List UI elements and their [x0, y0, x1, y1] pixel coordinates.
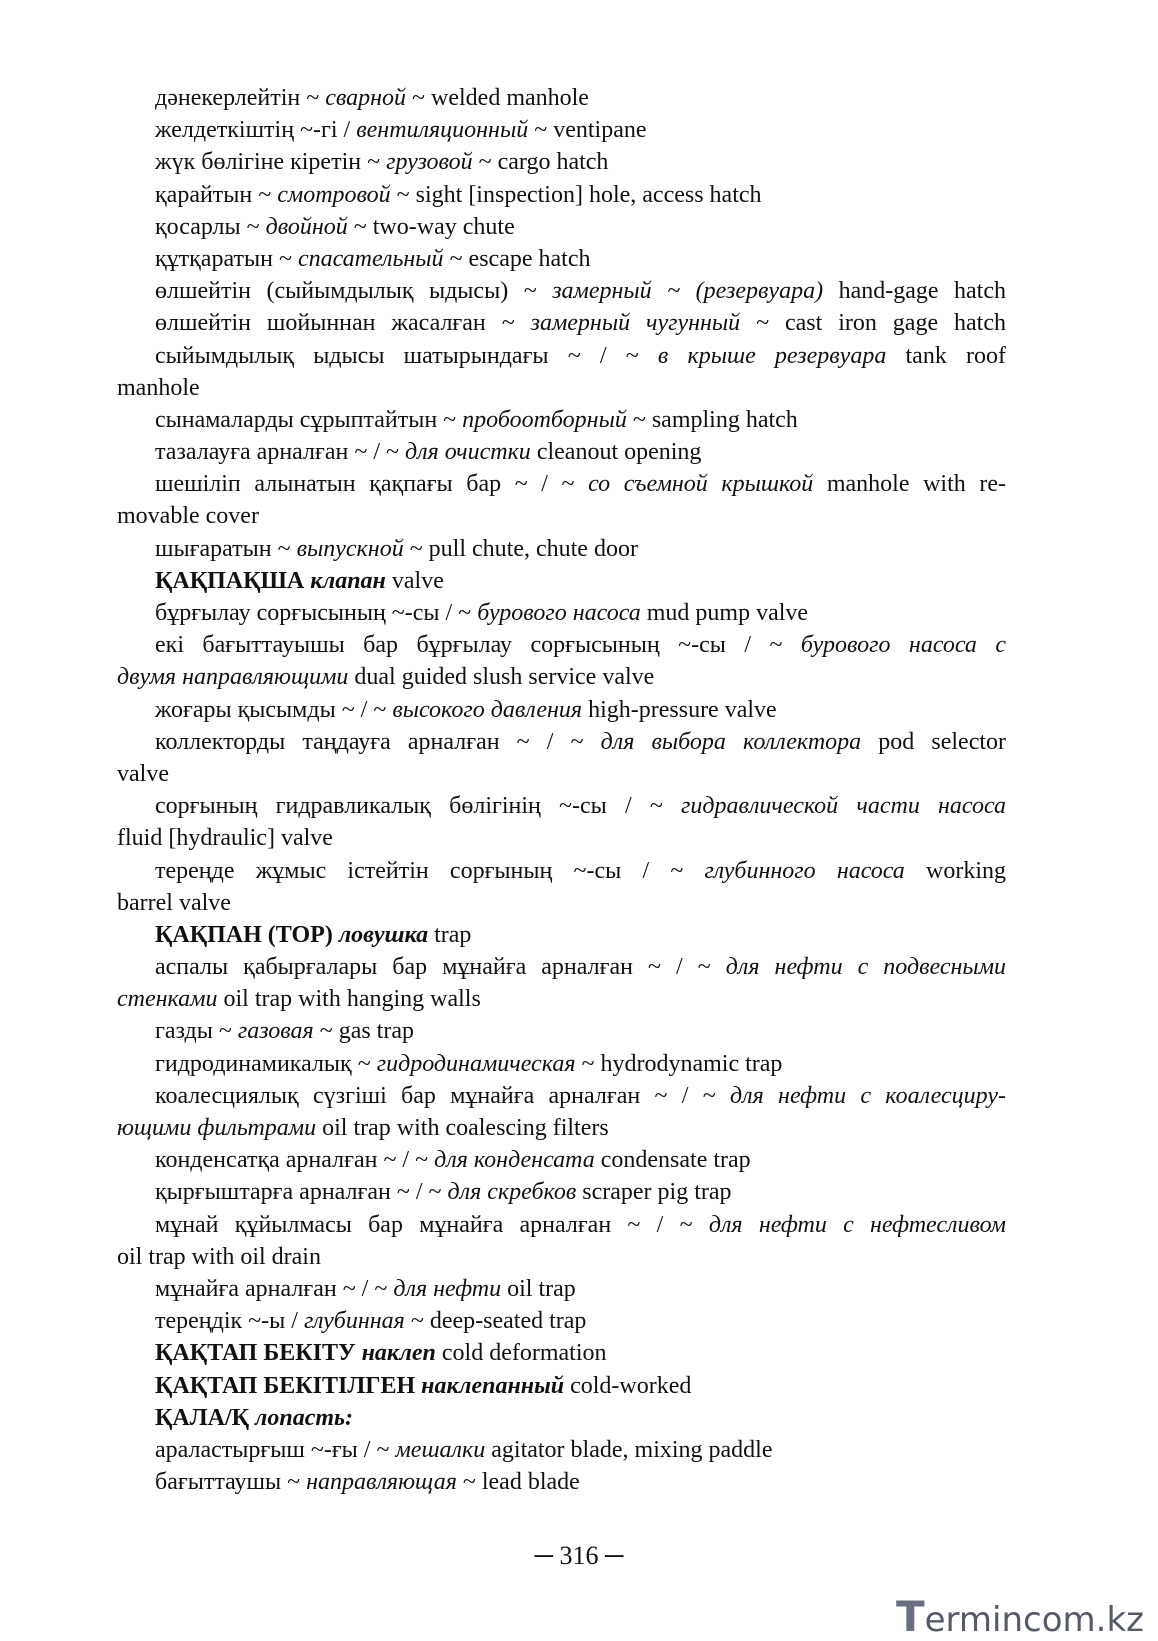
headword-russian: клапан: [310, 567, 386, 594]
russian-term: выпускной: [296, 535, 404, 562]
headword-russian: наклеп: [361, 1340, 436, 1367]
russian-term: мешалки: [395, 1436, 486, 1463]
entry-text: valve: [385, 567, 444, 594]
entry-line: [117, 404, 1006, 436]
entry-line: [117, 855, 1006, 887]
entry-line: [117, 533, 1006, 565]
entry-text: қырғыштарға арналған ~ / ~: [155, 1179, 448, 1206]
entry-line: [117, 275, 1006, 307]
entry-line: [117, 919, 1006, 951]
russian-term: сварной: [325, 85, 407, 111]
entry-text: ~ ventipane: [528, 117, 647, 144]
entry-text: екі бағыттауышы бар бұрғылау сорғысының ~-сы / ~: [155, 632, 801, 659]
entry-line: [117, 1015, 1006, 1047]
entry-line: [117, 661, 1006, 693]
entry-line: [117, 1176, 1006, 1208]
entry-text: high-pressure valve: [582, 696, 777, 723]
entry-line: [117, 82, 1006, 114]
entry-text: cold deformation: [435, 1340, 607, 1367]
entry-text: ~ hydrodynamic trap: [575, 1050, 783, 1077]
entry-text: ~ sampling hatch: [626, 406, 798, 433]
entry-text: аспалы қабырғалары бар мұнайға арналған ~ / ~: [155, 954, 726, 981]
russian-term: пробоотборный: [462, 406, 627, 433]
watermark-logo: [896, 1592, 1144, 1641]
entry-text: ~ deep-seated trap: [404, 1308, 587, 1335]
entry-text: hand-gage hatch: [823, 278, 1006, 305]
entry-text: ~ cargo hatch: [472, 149, 609, 176]
russian-term: для нефти с подвесными: [725, 954, 1007, 981]
entry-text: мұнайға арналған ~ / ~: [155, 1275, 394, 1302]
russian-term: направляющая: [306, 1469, 457, 1496]
russian-term: в крыше резервуара: [657, 342, 887, 369]
entry-text: working: [904, 857, 1006, 884]
entry-line: [117, 372, 1006, 404]
entry-text: дәнекерлейтін ~: [155, 85, 326, 111]
entry-line: [117, 146, 1006, 178]
entry-text: гидродинамикалық ~: [155, 1050, 377, 1077]
russian-term: для конденсата: [434, 1147, 595, 1174]
entry-line: [117, 340, 1006, 372]
russian-term: глубинная: [303, 1308, 405, 1335]
entry-line: [117, 179, 1006, 211]
entry-text: өлшейтін шойыннан жасалған ~: [155, 310, 531, 337]
entry-line: [117, 1370, 1006, 1402]
watermark-suffix: m.kz: [1062, 1600, 1144, 1640]
entry-text: ~ gas trap: [313, 1018, 414, 1045]
entry-text: mud pump valve: [640, 600, 809, 626]
entry-line: [117, 951, 1006, 983]
entry-text: құтқаратын ~: [155, 245, 298, 272]
entry-text: тазалауға арналған ~ / ~: [155, 439, 405, 466]
watermark-o: o: [1041, 1600, 1063, 1640]
entry-text: ~ lead blade: [456, 1469, 580, 1496]
entry-line: [117, 436, 1006, 468]
entry-text: ~ cast iron gage hatch: [740, 310, 1006, 337]
russian-term: гидродинамическая: [376, 1050, 576, 1077]
entry-text: араластырғыш ~-ғы / ~: [155, 1436, 396, 1463]
entry-line: [117, 500, 1006, 532]
headword: ҚАЛА/Қ: [155, 1404, 256, 1431]
entry-text: жоғары қысымды ~ / ~: [155, 696, 393, 723]
entry-text: шығаратын ~: [155, 535, 297, 562]
entry-text: valve: [117, 760, 169, 787]
entry-text: қарайтын ~: [155, 181, 278, 208]
entry-text: manhole with re-: [813, 471, 1006, 498]
russian-term: со съемной крышкой: [588, 471, 814, 498]
russian-term: двойной: [265, 213, 348, 240]
entry-line: [117, 468, 1006, 500]
entry-text: коалесциялық сүзгіші бар мұнайға арналған ~ / ~: [155, 1082, 730, 1109]
russian-term: гидравлической части насоса: [681, 793, 1006, 820]
russian-term: замерный ~ (резервуара): [552, 278, 824, 305]
russian-term: газовая: [237, 1018, 314, 1045]
russian-term: грузовой: [386, 149, 473, 176]
headword-russian: наклепанный: [421, 1372, 565, 1399]
entry-line: [117, 114, 1006, 146]
russian-term: стенками: [117, 986, 218, 1013]
entry-line: [117, 822, 1006, 854]
entry-line: [117, 1048, 1006, 1080]
entry-text: oil trap with coalescing filters: [316, 1115, 609, 1141]
entry-text: cold-worked: [564, 1372, 692, 1399]
entry-line: [117, 694, 1006, 726]
entry-text: қосарлы ~: [155, 213, 266, 240]
entry-text: мұнай құйылмасы бар мұнайға арналған ~ / ~: [155, 1211, 709, 1238]
entry-line: [117, 1112, 1006, 1144]
entry-line: [117, 1080, 1006, 1112]
dictionary-entries: [117, 82, 1006, 1498]
entry-line: [117, 211, 1006, 243]
entry-text: manhole: [117, 374, 200, 401]
entry-line: [117, 597, 1006, 629]
entry-text: ~ two-way chute: [347, 213, 515, 240]
headword-russian: ловушка: [338, 921, 429, 948]
headword: ҚАҚПАҚША: [155, 567, 311, 594]
entry-text: tank roof: [886, 342, 1006, 369]
entry-text: scraper pig trap: [576, 1179, 732, 1206]
russian-term: замерный чугунный: [530, 310, 741, 337]
entry-text: dual guided slush service valve: [348, 664, 655, 691]
entry-text: газды ~: [155, 1018, 238, 1045]
russian-term: смотровой: [277, 181, 391, 208]
entry-line: [117, 1241, 1006, 1273]
watermark-text: erminc: [924, 1600, 1042, 1640]
entry-text: желдеткіштің ~-гі /: [155, 117, 357, 144]
entry-text: коллекторды таңдауға арналған ~ / ~: [155, 728, 601, 755]
russian-term: ющими фильтрами: [117, 1115, 317, 1141]
entry-line: [117, 1209, 1006, 1241]
entry-text: pod selector: [861, 728, 1007, 755]
entry-line: [117, 1144, 1006, 1176]
entry-line: [117, 1434, 1006, 1466]
entry-line: [117, 565, 1006, 597]
entry-line: [117, 758, 1006, 790]
entry-text: movable cover: [117, 503, 259, 530]
entry-line: [117, 1305, 1006, 1337]
entry-text: ~ sight [inspection] hole, access hatch: [390, 181, 762, 208]
russian-term: бурового насоса с: [800, 632, 1006, 659]
entry-text: barrel valve: [117, 889, 231, 916]
entry-text: жүк бөлігіне кіретін ~: [155, 149, 387, 176]
headword: ҚАҚТАП БЕКІТІЛГЕН: [155, 1372, 422, 1399]
headword: ҚАҚПАН (ТОР): [155, 921, 339, 948]
entry-line: [117, 1337, 1006, 1369]
entry-text: condensate trap: [594, 1147, 751, 1174]
russian-term: глубинного насоса: [704, 857, 905, 884]
russian-term: высокого давления: [392, 696, 583, 723]
entry-text: бағыттаушы ~: [155, 1469, 307, 1496]
entry-line: [117, 983, 1006, 1015]
entry-text: ~ welded manhole: [406, 85, 589, 111]
entry-text: fluid [hydraulic] valve: [117, 825, 333, 852]
entry-text: agitator blade, mixing paddle: [485, 1436, 773, 1463]
entry-line: [117, 790, 1006, 822]
headword-russian: лопасть:: [255, 1404, 353, 1431]
russian-term: для очистки: [405, 439, 531, 466]
entry-line: [117, 1466, 1006, 1498]
entry-text: trap: [428, 921, 472, 948]
entry-line: [117, 629, 1006, 661]
russian-term: двумя направляющими: [117, 664, 349, 691]
entry-text: сорғының гидравликалық бөлігінің ~-сы / ~: [155, 793, 682, 820]
headword: ҚАҚТАП БЕКІТУ: [155, 1340, 362, 1367]
russian-term: для выбора коллектора: [600, 728, 862, 755]
russian-term: вентиляционный: [356, 117, 529, 144]
russian-term: для нефти: [393, 1275, 502, 1302]
russian-term: для скребков: [447, 1179, 577, 1206]
entry-line: [117, 243, 1006, 275]
page-number: ─ 316 ─: [534, 1541, 624, 1570]
russian-term: для нефти с коалесциру-: [730, 1082, 1006, 1109]
russian-term: спасательный: [297, 245, 444, 272]
entry-line: [117, 1402, 1006, 1434]
entry-text: ~ escape hatch: [443, 245, 591, 272]
entry-text: өлшейтін (сыйымдылық ыдысы) ~: [155, 278, 553, 305]
entry-text: бұрғылау сорғысының ~-сы / ~: [155, 600, 478, 626]
russian-term: для нефти с нефтесливом: [708, 1211, 1006, 1238]
entry-text: oil trap with hanging walls: [217, 986, 481, 1013]
entry-line: [117, 726, 1006, 758]
entry-text: oil trap: [501, 1275, 576, 1302]
entry-text: конденсатқа арналған ~ / ~: [155, 1147, 435, 1174]
entry-text: сынамаларды сұрыптайтын ~: [155, 406, 463, 433]
entry-text: ~ pull chute, chute door: [403, 535, 638, 562]
entry-text: сыйымдылық ыдысы шатырындағы ~ / ~: [155, 342, 658, 369]
entry-text: шешіліп алынатын қақпағы бар ~ / ~: [155, 471, 589, 498]
entry-line: [117, 887, 1006, 919]
entry-text: oil trap with oil drain: [117, 1243, 321, 1270]
entry-line: [117, 307, 1006, 339]
entry-text: cleanout opening: [530, 439, 702, 466]
entry-line: [117, 1273, 1006, 1305]
russian-term: бурового насоса: [477, 600, 641, 626]
entry-text: тереңдік ~-ы /: [155, 1308, 304, 1335]
entry-text: тереңде жұмыс істейтін сорғының ~-сы / ~: [155, 857, 705, 884]
watermark-initial: T: [895, 1592, 925, 1641]
